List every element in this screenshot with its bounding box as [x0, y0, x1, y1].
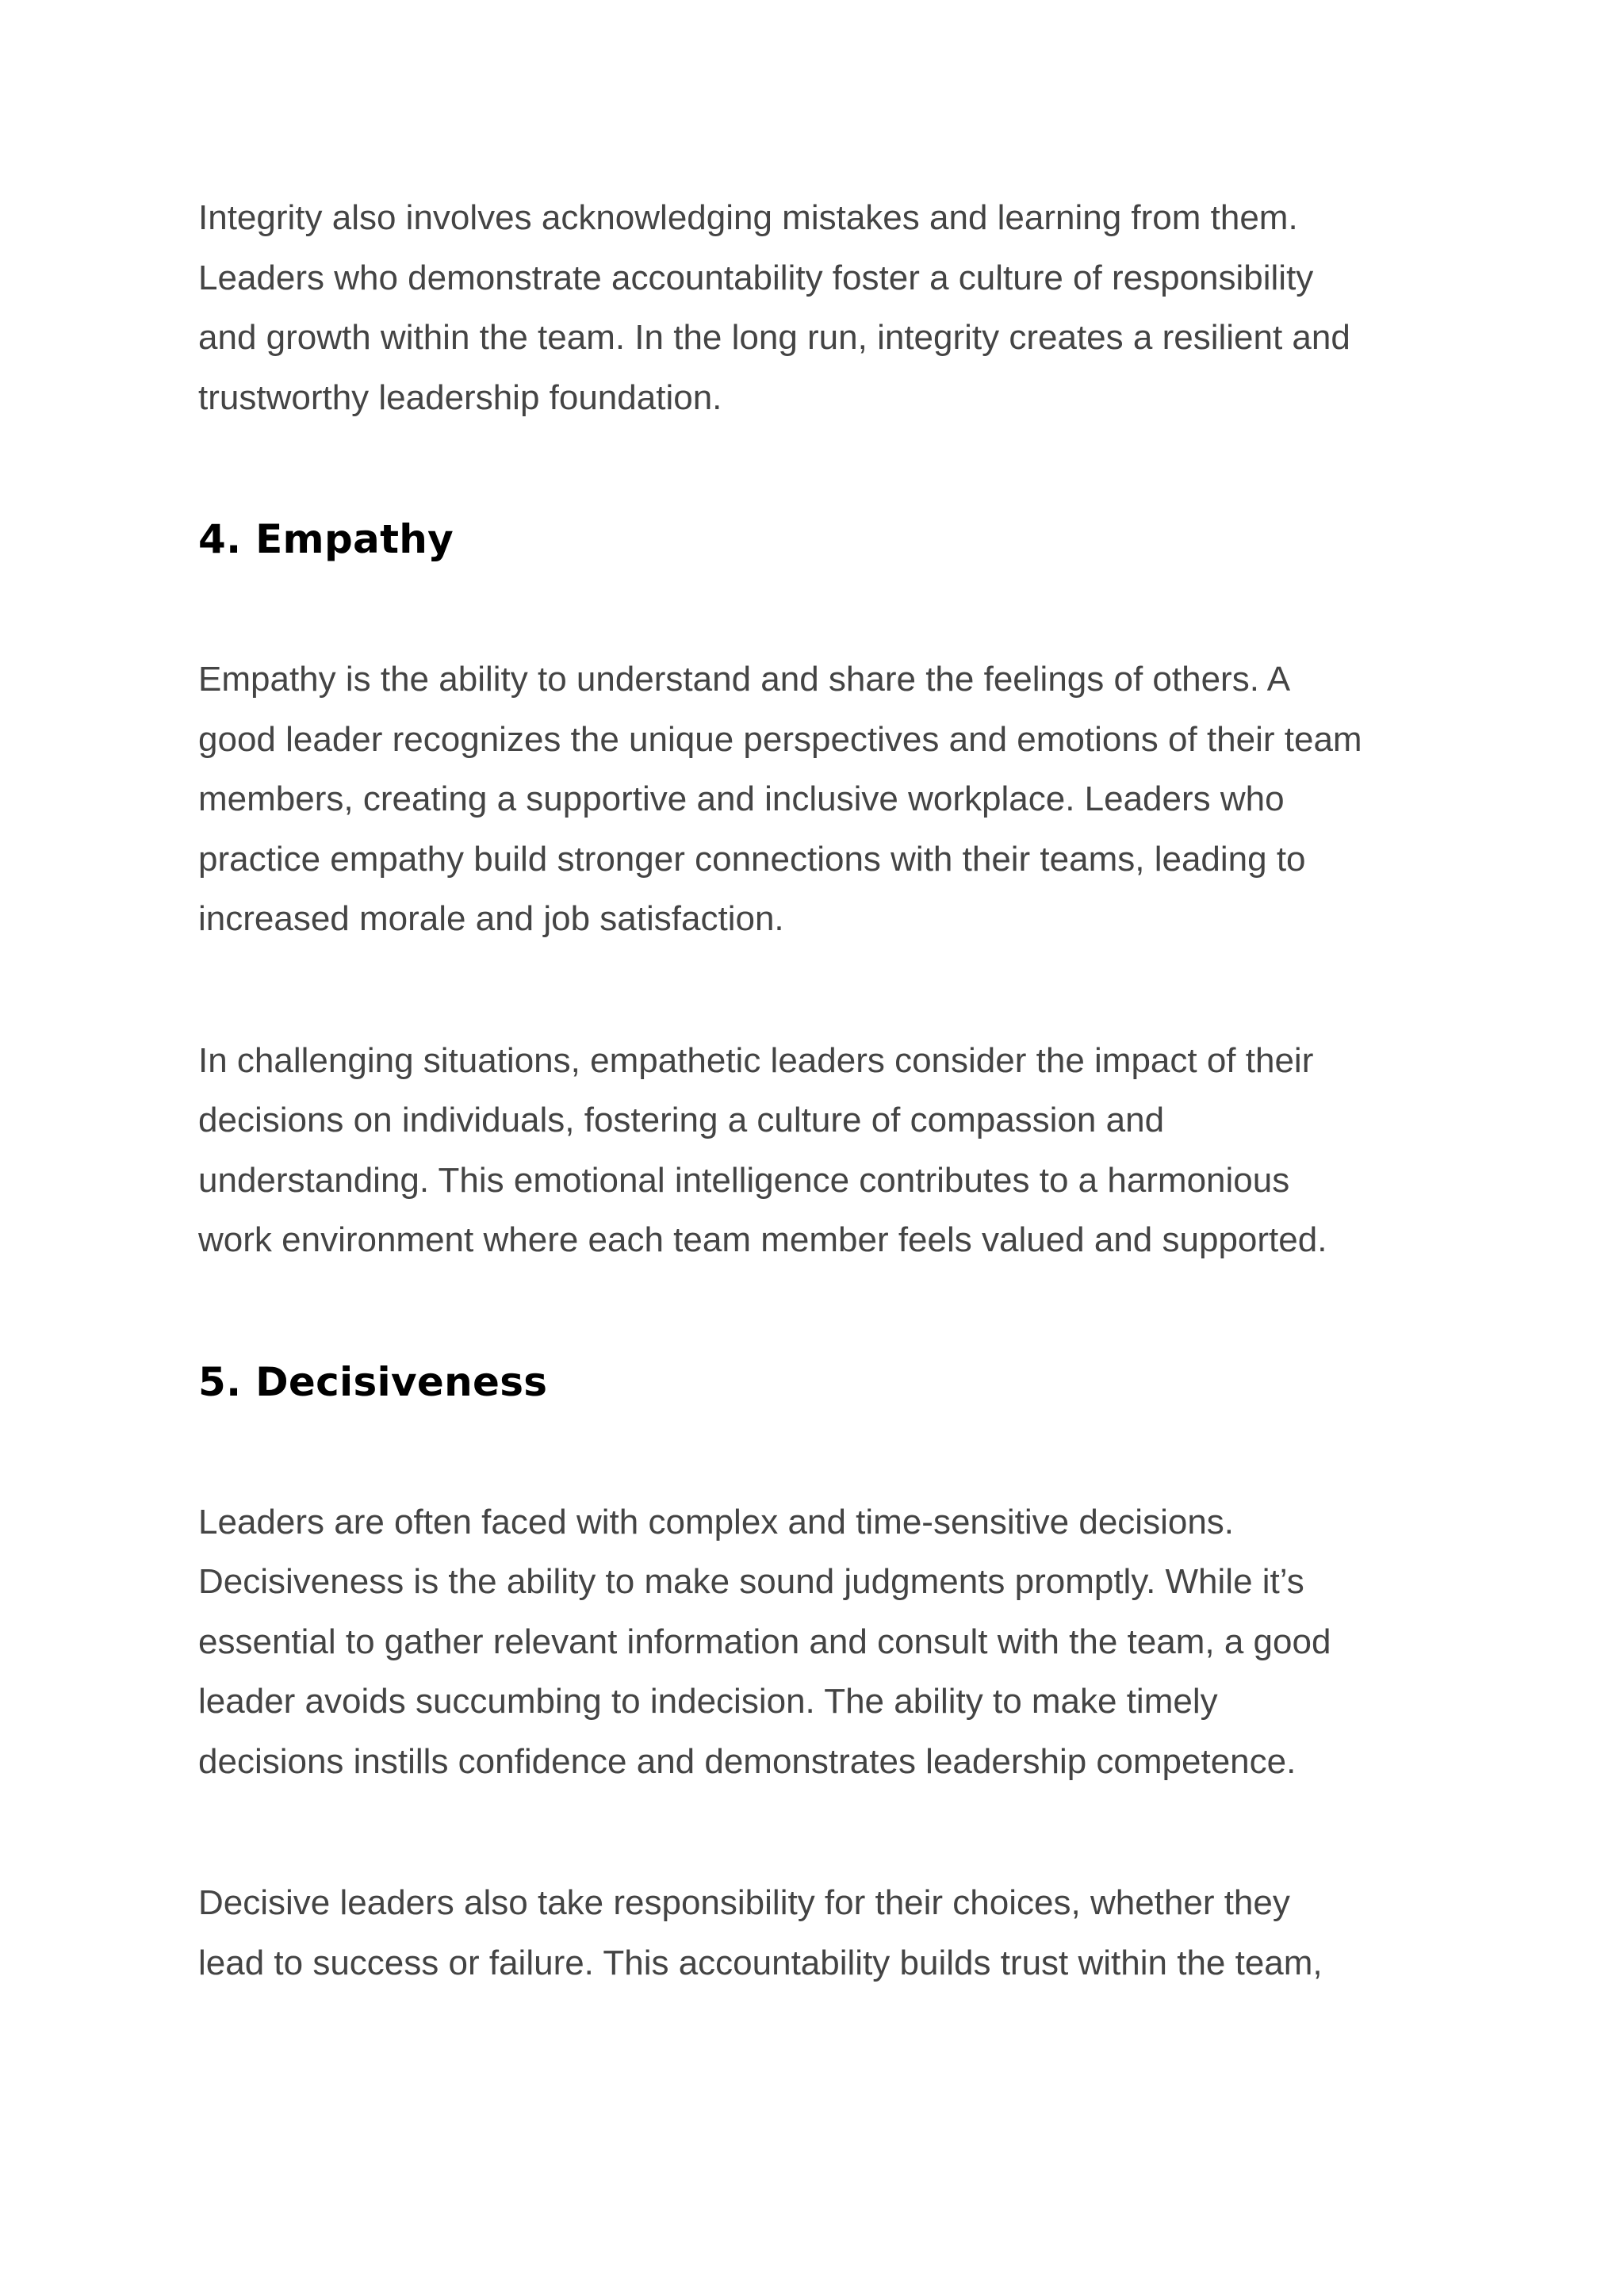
heading-empathy: 4. Empathy	[198, 516, 454, 562]
paragraph-empathy-definition: Empathy is the ability to understand and share the feelings of others. A good leader recognizes the unique perspectives and emotions of their team members, creating a supportive and inclusive workplace. Leaders who practice empathy build stronger connections with their teams, leading to increased morale and job satisfaction.	[198, 660, 1362, 938]
paragraph-decisiveness-responsibility: Decisive leaders also take responsibility for their choices, whether they lead to success or failure. This accountability builds trust within the team,	[198, 1883, 1323, 1982]
paragraph-decisiveness-definition: Leaders are often faced with complex and time-sensitive decisions. Decisiveness is the ability to make sound judgments promptly. While it’s essential to gather relevant information and consult with the team, a good leader avoids succumbing to indecision. The ability to make timely decisions instills confidence and demonstrates leadership competence.	[198, 1502, 1331, 1781]
paragraph-integrity-accountability: Integrity also involves acknowledging mistakes and learning from them. Leaders who demonstrate accountability foster a culture of responsibility and growth within the team. In the long run, integrity creates a resilient and trustworthy leadership foundation.	[198, 198, 1350, 417]
document-content	[198, 188, 1451, 1993]
paragraph-empathy-challenging-situations: In challenging situations, empathetic leaders consider the impact of their decisions on individuals, fostering a culture of compassion and understanding. This emotional intelligence contributes to a harmonious work environment where each team member feels valued and supported.	[198, 1040, 1327, 1259]
heading-decisiveness: 5. Decisiveness	[198, 1358, 548, 1405]
